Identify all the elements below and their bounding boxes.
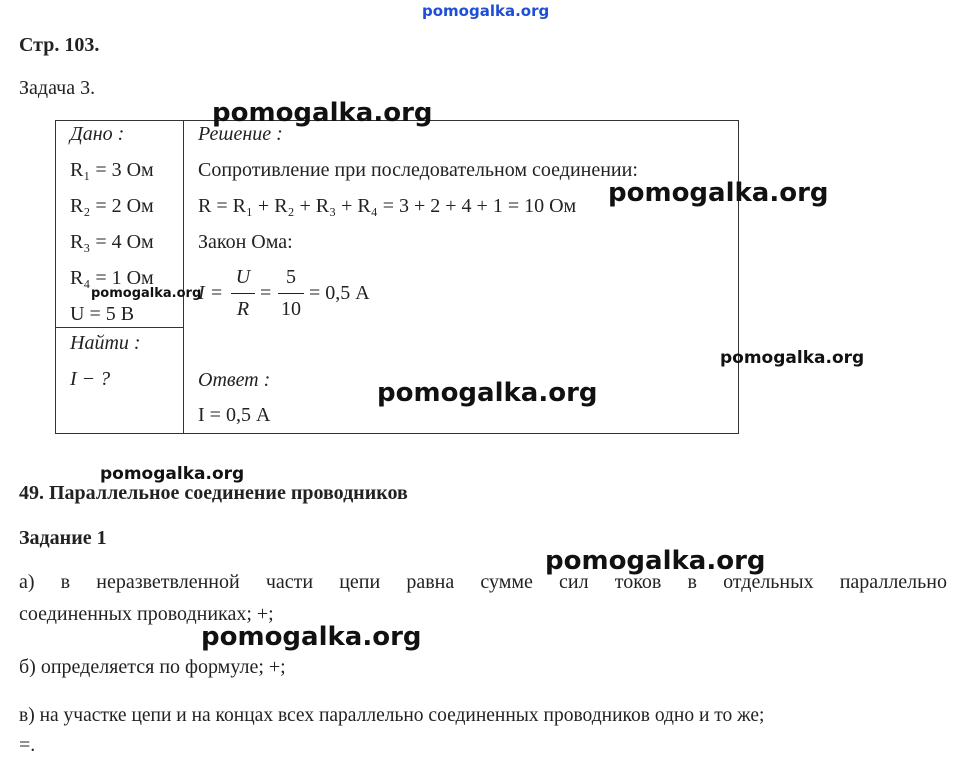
- answer-value: I = 0,5 А: [198, 404, 271, 426]
- item-a-word: отдельных: [723, 571, 814, 593]
- item-a-word: параллельно: [839, 571, 947, 593]
- ohm-result: = 0,5 А: [309, 282, 370, 304]
- item-a-word: а): [19, 571, 35, 593]
- item-v-line1: в) на участке цепи и на концах всех параллельно соединенных проводников одно и то же;: [19, 705, 765, 726]
- item-a-word: неразветвленной: [96, 571, 240, 593]
- item-a-word: сил: [559, 571, 589, 593]
- given-r1: R₁ = 3 Ом: [70, 159, 154, 181]
- task-title: Задача 3.: [19, 77, 96, 99]
- watermark-7[interactable]: pomogalka.org: [545, 546, 766, 576]
- ohm-equals: =: [260, 282, 272, 304]
- top-watermark[interactable]: pomogalka.org: [422, 2, 550, 20]
- watermark-5[interactable]: pomogalka.org: [377, 378, 598, 408]
- given-header: Дано :: [70, 123, 125, 145]
- solution-header: Решение :: [198, 123, 283, 145]
- item-a-word: сумме: [480, 571, 533, 593]
- watermark-4[interactable]: pomogalka.org: [720, 348, 865, 368]
- given-u: U = 5 В: [70, 303, 135, 325]
- watermark-8[interactable]: pomogalka.org: [201, 622, 422, 652]
- ohm-denominator-r: R: [236, 298, 250, 320]
- ohm-lhs: I =: [198, 282, 224, 304]
- task1-title: Задание 1: [19, 527, 107, 549]
- section-title: 49. Параллельное соединение проводников: [19, 482, 408, 504]
- item-a-word: в: [60, 571, 71, 593]
- ohm-denominator-10: 10: [281, 298, 301, 320]
- solution-formula1: R = R₁ + R₂ + R₃ + R₄ = 3 + 2 + 4 + 1 = 10 Ом: [198, 195, 577, 217]
- given-r2: R₂ = 2 Ом: [70, 195, 154, 217]
- item-a-word: цепи: [339, 571, 381, 593]
- ohm-fraction-bar-1: [231, 293, 255, 294]
- watermark-1[interactable]: pomogalka.org: [212, 98, 433, 128]
- item-a-word: части: [265, 571, 314, 593]
- table-column-divider: [183, 120, 184, 433]
- find-header: Найти :: [70, 332, 141, 354]
- item-a-line1: [19, 571, 947, 594]
- watermark-6[interactable]: pomogalka.org: [100, 464, 245, 484]
- solution-line1: Сопротивление при последовательном соединении:: [198, 159, 638, 181]
- item-a-word: токов: [614, 571, 662, 593]
- page-reference: Стр. 103.: [19, 34, 100, 56]
- ohm-fraction-bar-2: [278, 293, 304, 294]
- item-a-word: в: [687, 571, 697, 593]
- item-v-line2: =.: [19, 734, 36, 756]
- ohm-numerator-u: U: [235, 266, 251, 288]
- watermark-3[interactable]: pomogalka.org: [91, 286, 202, 301]
- given-r3: R₃ = 4 Ом: [70, 231, 154, 253]
- item-a-word: равна: [406, 571, 455, 593]
- answer-header: Ответ :: [198, 369, 271, 391]
- watermark-2[interactable]: pomogalka.org: [608, 178, 829, 208]
- ohm-numerator-5: 5: [286, 266, 296, 288]
- item-b: б) определяется по формуле; +;: [19, 656, 286, 678]
- ohm-law-label: Закон Ома:: [198, 231, 293, 253]
- given-r4: R₄ = 1 Ом: [70, 267, 154, 289]
- item-a-line2: соединенных проводниках; +;: [19, 603, 274, 625]
- find-value: I − ?: [70, 368, 111, 390]
- given-find-divider: [55, 327, 184, 328]
